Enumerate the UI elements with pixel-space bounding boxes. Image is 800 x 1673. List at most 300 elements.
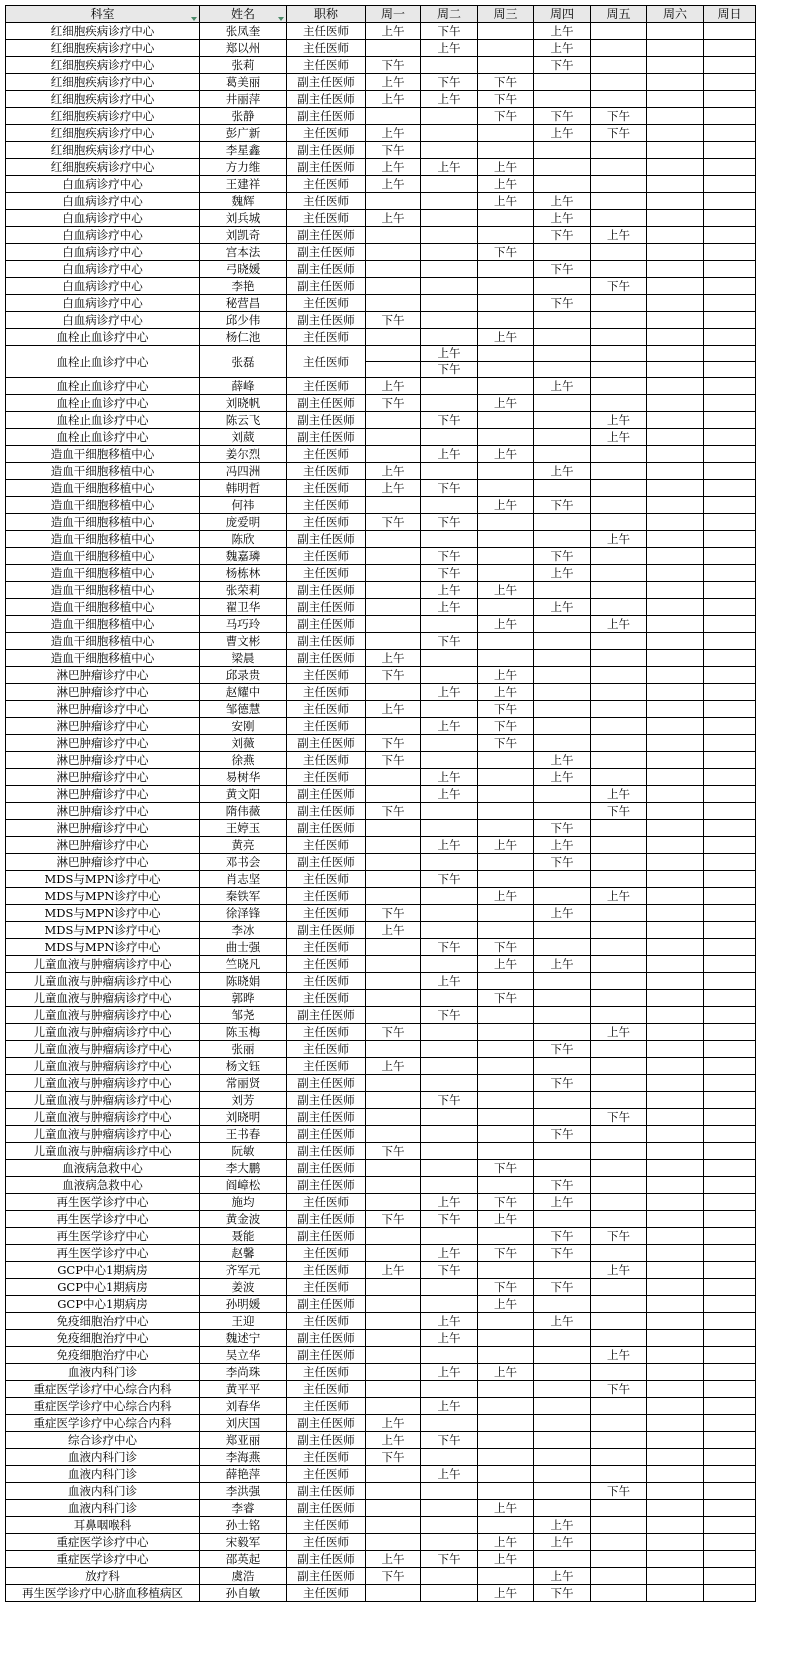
sat-cell[interactable]: [647, 1194, 704, 1211]
fri-cell[interactable]: 上午: [591, 1262, 647, 1279]
sun-cell[interactable]: [704, 1245, 756, 1262]
tue-cell[interactable]: [421, 176, 478, 193]
title-cell[interactable]: 副主任医师: [287, 1126, 366, 1143]
doctor-name-cell[interactable]: 杨栋林: [200, 565, 287, 582]
thu-cell[interactable]: [534, 74, 591, 91]
wed-cell[interactable]: 上午: [478, 1296, 534, 1313]
thu-cell[interactable]: 上午: [534, 565, 591, 582]
mon-cell[interactable]: [366, 888, 421, 905]
fri-cell[interactable]: [591, 91, 647, 108]
department-cell[interactable]: 白血病诊疗中心: [6, 210, 200, 227]
sat-cell[interactable]: [647, 429, 704, 446]
sun-cell[interactable]: [704, 769, 756, 786]
mon-cell[interactable]: [366, 329, 421, 346]
sun-cell[interactable]: [704, 193, 756, 210]
tue-cell[interactable]: 上午: [421, 1194, 478, 1211]
sun-cell[interactable]: [704, 1262, 756, 1279]
wed-cell[interactable]: 上午: [478, 329, 534, 346]
tue-cell[interactable]: [421, 1347, 478, 1364]
title-cell[interactable]: 主任医师: [287, 1041, 366, 1058]
thu-cell[interactable]: 上午: [534, 769, 591, 786]
mon-cell[interactable]: [366, 429, 421, 446]
thu-cell[interactable]: 上午: [534, 463, 591, 480]
department-cell[interactable]: 儿童血液与肿瘤病诊疗中心: [6, 973, 200, 990]
mon-cell[interactable]: [366, 718, 421, 735]
mon-cell[interactable]: [366, 1330, 421, 1347]
tue-cell[interactable]: [421, 1585, 478, 1602]
department-cell[interactable]: 红细胞疾病诊疗中心: [6, 23, 200, 40]
doctor-name-cell[interactable]: 刘薇: [200, 735, 287, 752]
sun-cell[interactable]: [704, 1126, 756, 1143]
wed-cell[interactable]: [478, 1483, 534, 1500]
title-cell[interactable]: 副主任医师: [287, 735, 366, 752]
title-cell[interactable]: 主任医师: [287, 1364, 366, 1381]
mon-cell[interactable]: [366, 1177, 421, 1194]
mon-cell[interactable]: 下午: [366, 667, 421, 684]
tue-cell[interactable]: [421, 261, 478, 278]
mon-cell[interactable]: [366, 362, 421, 378]
wed-cell[interactable]: 下午: [478, 108, 534, 125]
title-cell[interactable]: 主任医师: [287, 888, 366, 905]
sun-cell[interactable]: [704, 1483, 756, 1500]
department-cell[interactable]: 造血干细胞移植中心: [6, 480, 200, 497]
department-cell[interactable]: 重症医学诊疗中心: [6, 1551, 200, 1568]
title-cell[interactable]: 主任医师: [287, 718, 366, 735]
thu-cell[interactable]: [534, 412, 591, 429]
doctor-name-cell[interactable]: 马巧玲: [200, 616, 287, 633]
fri-cell[interactable]: 上午: [591, 429, 647, 446]
mon-cell[interactable]: 上午: [366, 922, 421, 939]
mon-cell[interactable]: [366, 346, 421, 362]
wed-cell[interactable]: 上午: [478, 1585, 534, 1602]
sat-cell[interactable]: [647, 1228, 704, 1245]
doctor-name-cell[interactable]: 张静: [200, 108, 287, 125]
title-cell[interactable]: 副主任医师: [287, 395, 366, 412]
wed-cell[interactable]: [478, 1432, 534, 1449]
wed-cell[interactable]: 下午: [478, 1160, 534, 1177]
title-cell[interactable]: 副主任医师: [287, 91, 366, 108]
wed-cell[interactable]: 上午: [478, 193, 534, 210]
sat-cell[interactable]: [647, 329, 704, 346]
mon-cell[interactable]: [366, 1534, 421, 1551]
doctor-name-cell[interactable]: 邵英起: [200, 1551, 287, 1568]
sat-cell[interactable]: [647, 1126, 704, 1143]
sun-cell[interactable]: [704, 57, 756, 74]
department-cell[interactable]: 儿童血液与肿瘤病诊疗中心: [6, 1007, 200, 1024]
sat-cell[interactable]: [647, 1262, 704, 1279]
title-cell[interactable]: 主任医师: [287, 125, 366, 142]
thu-cell[interactable]: [534, 718, 591, 735]
tue-cell[interactable]: [421, 701, 478, 718]
mon-cell[interactable]: 下午: [366, 514, 421, 531]
sun-cell[interactable]: [704, 650, 756, 667]
thu-cell[interactable]: 下午: [534, 1177, 591, 1194]
tue-cell[interactable]: 上午: [421, 346, 478, 362]
sat-cell[interactable]: [647, 1041, 704, 1058]
thu-cell[interactable]: [534, 91, 591, 108]
department-cell[interactable]: 儿童血液与肿瘤病诊疗中心: [6, 1126, 200, 1143]
fri-cell[interactable]: [591, 1551, 647, 1568]
doctor-name-cell[interactable]: 易树华: [200, 769, 287, 786]
fri-cell[interactable]: [591, 1092, 647, 1109]
mon-cell[interactable]: [366, 1041, 421, 1058]
department-cell[interactable]: 重症医学诊疗中心综合内科: [6, 1398, 200, 1415]
wed-cell[interactable]: [478, 1262, 534, 1279]
title-cell[interactable]: 副主任医师: [287, 1211, 366, 1228]
title-cell[interactable]: 副主任医师: [287, 1228, 366, 1245]
fri-cell[interactable]: [591, 1296, 647, 1313]
tue-cell[interactable]: 上午: [421, 91, 478, 108]
doctor-name-cell[interactable]: 施均: [200, 1194, 287, 1211]
fri-cell[interactable]: 下午: [591, 1228, 647, 1245]
title-cell[interactable]: 主任医师: [287, 176, 366, 193]
title-cell[interactable]: 副主任医师: [287, 227, 366, 244]
title-cell[interactable]: 副主任医师: [287, 633, 366, 650]
wed-cell[interactable]: [478, 1177, 534, 1194]
tue-cell[interactable]: [421, 803, 478, 820]
sun-cell[interactable]: [704, 1449, 756, 1466]
department-cell[interactable]: 血栓止血诊疗中心: [6, 412, 200, 429]
sun-cell[interactable]: [704, 1228, 756, 1245]
wed-cell[interactable]: [478, 429, 534, 446]
tue-cell[interactable]: [421, 210, 478, 227]
title-cell[interactable]: 主任医师: [287, 837, 366, 854]
mon-cell[interactable]: 上午: [366, 210, 421, 227]
fri-cell[interactable]: [591, 446, 647, 463]
wed-cell[interactable]: [478, 871, 534, 888]
title-cell[interactable]: 副主任医师: [287, 429, 366, 446]
tue-cell[interactable]: [421, 1041, 478, 1058]
doctor-name-cell[interactable]: 李睿: [200, 1500, 287, 1517]
title-cell[interactable]: 副主任医师: [287, 1568, 366, 1585]
title-cell[interactable]: 主任医师: [287, 871, 366, 888]
sun-cell[interactable]: [704, 74, 756, 91]
thu-cell[interactable]: [534, 1262, 591, 1279]
mon-cell[interactable]: 下午: [366, 1211, 421, 1228]
title-cell[interactable]: 副主任医师: [287, 650, 366, 667]
wed-cell[interactable]: 上午: [478, 176, 534, 193]
department-cell[interactable]: MDS与MPN诊疗中心: [6, 922, 200, 939]
thu-cell[interactable]: [534, 1466, 591, 1483]
thu-cell[interactable]: [534, 1398, 591, 1415]
sun-cell[interactable]: [704, 1024, 756, 1041]
doctor-name-cell[interactable]: 李星鑫: [200, 142, 287, 159]
doctor-name-cell[interactable]: 刘庆国: [200, 1415, 287, 1432]
wed-cell[interactable]: [478, 1313, 534, 1330]
tue-cell[interactable]: [421, 956, 478, 973]
tue-cell[interactable]: [421, 1143, 478, 1160]
mon-cell[interactable]: [366, 446, 421, 463]
doctor-name-cell[interactable]: 黄平平: [200, 1381, 287, 1398]
department-cell[interactable]: 血液内科门诊: [6, 1449, 200, 1466]
mon-cell[interactable]: [366, 565, 421, 582]
fri-cell[interactable]: 下午: [591, 125, 647, 142]
department-cell[interactable]: MDS与MPN诊疗中心: [6, 905, 200, 922]
department-cell[interactable]: 儿童血液与肿瘤病诊疗中心: [6, 1092, 200, 1109]
tue-cell[interactable]: [421, 278, 478, 295]
sat-cell[interactable]: [647, 362, 704, 378]
sat-cell[interactable]: [647, 463, 704, 480]
tue-cell[interactable]: [421, 990, 478, 1007]
thu-cell[interactable]: 下午: [534, 227, 591, 244]
fri-cell[interactable]: [591, 1313, 647, 1330]
title-cell[interactable]: 副主任医师: [287, 854, 366, 871]
thu-cell[interactable]: [534, 159, 591, 176]
sat-cell[interactable]: [647, 346, 704, 362]
department-cell[interactable]: 红细胞疾病诊疗中心: [6, 57, 200, 74]
department-cell[interactable]: 淋巴肿瘤诊疗中心: [6, 667, 200, 684]
title-cell[interactable]: 副主任医师: [287, 922, 366, 939]
sun-cell[interactable]: [704, 973, 756, 990]
doctor-name-cell[interactable]: 曲士强: [200, 939, 287, 956]
sun-cell[interactable]: [704, 1211, 756, 1228]
thu-cell[interactable]: 上午: [534, 1517, 591, 1534]
doctor-name-cell[interactable]: 刘晓明: [200, 1109, 287, 1126]
mon-cell[interactable]: 上午: [366, 176, 421, 193]
sat-cell[interactable]: [647, 74, 704, 91]
mon-cell[interactable]: 上午: [366, 159, 421, 176]
title-cell[interactable]: 主任医师: [287, 701, 366, 718]
wed-cell[interactable]: [478, 227, 534, 244]
sat-cell[interactable]: [647, 312, 704, 329]
thu-cell[interactable]: [534, 429, 591, 446]
title-cell[interactable]: 主任医师: [287, 939, 366, 956]
wed-cell[interactable]: 上午: [478, 1211, 534, 1228]
sun-cell[interactable]: [704, 1143, 756, 1160]
thu-cell[interactable]: 下午: [534, 820, 591, 837]
department-cell[interactable]: 综合诊疗中心: [6, 1432, 200, 1449]
sun-cell[interactable]: [704, 820, 756, 837]
department-cell[interactable]: 免疫细胞治疗中心: [6, 1330, 200, 1347]
doctor-name-cell[interactable]: 宫本法: [200, 244, 287, 261]
sat-cell[interactable]: [647, 1143, 704, 1160]
sat-cell[interactable]: [647, 922, 704, 939]
sun-cell[interactable]: [704, 125, 756, 142]
sun-cell[interactable]: [704, 312, 756, 329]
sat-cell[interactable]: [647, 91, 704, 108]
thu-cell[interactable]: [534, 346, 591, 362]
thu-cell[interactable]: [534, 514, 591, 531]
wed-cell[interactable]: [478, 1024, 534, 1041]
department-cell[interactable]: MDS与MPN诊疗中心: [6, 871, 200, 888]
thu-cell[interactable]: [534, 1500, 591, 1517]
doctor-name-cell[interactable]: 赵馨: [200, 1245, 287, 1262]
title-cell[interactable]: 主任医师: [287, 210, 366, 227]
title-cell[interactable]: 主任医师: [287, 57, 366, 74]
department-cell[interactable]: GCP中心1期病房: [6, 1279, 200, 1296]
thu-cell[interactable]: [534, 480, 591, 497]
department-cell[interactable]: 血液内科门诊: [6, 1483, 200, 1500]
department-cell[interactable]: 造血干细胞移植中心: [6, 616, 200, 633]
sun-cell[interactable]: [704, 837, 756, 854]
department-cell[interactable]: 白血病诊疗中心: [6, 176, 200, 193]
doctor-name-cell[interactable]: 赵耀中: [200, 684, 287, 701]
title-cell[interactable]: 主任医师: [287, 497, 366, 514]
sat-cell[interactable]: [647, 1398, 704, 1415]
wed-cell[interactable]: [478, 514, 534, 531]
fri-cell[interactable]: [591, 973, 647, 990]
thu-cell[interactable]: 上午: [534, 599, 591, 616]
mon-cell[interactable]: 下午: [366, 1143, 421, 1160]
thu-cell[interactable]: 上午: [534, 1568, 591, 1585]
department-cell[interactable]: 淋巴肿瘤诊疗中心: [6, 769, 200, 786]
sat-cell[interactable]: [647, 1211, 704, 1228]
sat-cell[interactable]: [647, 142, 704, 159]
doctor-name-cell[interactable]: 孙士铭: [200, 1517, 287, 1534]
wed-cell[interactable]: [478, 1041, 534, 1058]
fri-cell[interactable]: 上午: [591, 1024, 647, 1041]
doctor-name-cell[interactable]: 梁晨: [200, 650, 287, 667]
department-cell[interactable]: 重症医学诊疗中心综合内科: [6, 1415, 200, 1432]
wed-cell[interactable]: [478, 599, 534, 616]
fri-cell[interactable]: [591, 905, 647, 922]
mon-cell[interactable]: [366, 786, 421, 803]
tue-cell[interactable]: [421, 193, 478, 210]
mon-cell[interactable]: [366, 1500, 421, 1517]
title-cell[interactable]: 副主任医师: [287, 1092, 366, 1109]
thu-cell[interactable]: 下午: [534, 1245, 591, 1262]
sat-cell[interactable]: [647, 125, 704, 142]
thu-cell[interactable]: 下午: [534, 548, 591, 565]
wed-cell[interactable]: 下午: [478, 939, 534, 956]
tue-cell[interactable]: [421, 531, 478, 548]
fri-cell[interactable]: [591, 244, 647, 261]
sun-cell[interactable]: [704, 1092, 756, 1109]
doctor-name-cell[interactable]: 隋伟薇: [200, 803, 287, 820]
wed-cell[interactable]: [478, 854, 534, 871]
thu-cell[interactable]: [534, 871, 591, 888]
mon-cell[interactable]: [366, 1228, 421, 1245]
fri-cell[interactable]: [591, 1585, 647, 1602]
sun-cell[interactable]: [704, 939, 756, 956]
department-cell[interactable]: 白血病诊疗中心: [6, 278, 200, 295]
doctor-name-cell[interactable]: 邱少伟: [200, 312, 287, 329]
wed-cell[interactable]: 上午: [478, 684, 534, 701]
sun-cell[interactable]: [704, 1568, 756, 1585]
mon-cell[interactable]: 上午: [366, 1551, 421, 1568]
wed-cell[interactable]: 上午: [478, 497, 534, 514]
fri-cell[interactable]: [591, 565, 647, 582]
thu-cell[interactable]: 下午: [534, 854, 591, 871]
mon-cell[interactable]: [366, 1466, 421, 1483]
doctor-name-cell[interactable]: 庞爱明: [200, 514, 287, 531]
sun-cell[interactable]: [704, 1075, 756, 1092]
sun-cell[interactable]: [704, 956, 756, 973]
department-cell[interactable]: 儿童血液与肿瘤病诊疗中心: [6, 1109, 200, 1126]
department-cell[interactable]: 淋巴肿瘤诊疗中心: [6, 820, 200, 837]
title-cell[interactable]: 主任医师: [287, 480, 366, 497]
fri-cell[interactable]: 上午: [591, 1347, 647, 1364]
tue-cell[interactable]: [421, 1177, 478, 1194]
fri-cell[interactable]: [591, 752, 647, 769]
thu-cell[interactable]: 下午: [534, 57, 591, 74]
thu-cell[interactable]: 上午: [534, 1194, 591, 1211]
department-cell[interactable]: 淋巴肿瘤诊疗中心: [6, 735, 200, 752]
mon-cell[interactable]: [366, 871, 421, 888]
thu-cell[interactable]: 上午: [534, 210, 591, 227]
doctor-name-cell[interactable]: 孙自敏: [200, 1585, 287, 1602]
wed-cell[interactable]: 上午: [478, 956, 534, 973]
thu-cell[interactable]: 上午: [534, 905, 591, 922]
wed-cell[interactable]: 下午: [478, 718, 534, 735]
wed-cell[interactable]: [478, 1398, 534, 1415]
mon-cell[interactable]: [366, 193, 421, 210]
wed-cell[interactable]: 下午: [478, 74, 534, 91]
thu-cell[interactable]: 下午: [534, 295, 591, 312]
department-cell[interactable]: 淋巴肿瘤诊疗中心: [6, 701, 200, 718]
sun-cell[interactable]: [704, 684, 756, 701]
thu-cell[interactable]: [534, 650, 591, 667]
thu-cell[interactable]: 上午: [534, 956, 591, 973]
sat-cell[interactable]: [647, 1500, 704, 1517]
tue-cell[interactable]: 上午: [421, 1364, 478, 1381]
department-cell[interactable]: 造血干细胞移植中心: [6, 531, 200, 548]
sun-cell[interactable]: [704, 1296, 756, 1313]
sat-cell[interactable]: [647, 1466, 704, 1483]
mon-cell[interactable]: [366, 1381, 421, 1398]
mon-cell[interactable]: [366, 616, 421, 633]
department-cell[interactable]: 放疗科: [6, 1568, 200, 1585]
tue-cell[interactable]: 上午: [421, 786, 478, 803]
tue-cell[interactable]: [421, 1517, 478, 1534]
doctor-name-cell[interactable]: 张磊: [200, 346, 287, 378]
fri-cell[interactable]: [591, 1330, 647, 1347]
mon-cell[interactable]: [366, 1075, 421, 1092]
thu-cell[interactable]: [534, 1381, 591, 1398]
department-cell[interactable]: 淋巴肿瘤诊疗中心: [6, 718, 200, 735]
fri-cell[interactable]: [591, 497, 647, 514]
title-cell[interactable]: 副主任医师: [287, 142, 366, 159]
tue-cell[interactable]: 上午: [421, 718, 478, 735]
sun-cell[interactable]: [704, 227, 756, 244]
fri-cell[interactable]: 上午: [591, 888, 647, 905]
fri-cell[interactable]: 上午: [591, 531, 647, 548]
department-cell[interactable]: 血栓止血诊疗中心: [6, 429, 200, 446]
tue-cell[interactable]: [421, 1500, 478, 1517]
sun-cell[interactable]: [704, 176, 756, 193]
wed-cell[interactable]: 上午: [478, 582, 534, 599]
wed-cell[interactable]: [478, 463, 534, 480]
doctor-name-cell[interactable]: 韩明哲: [200, 480, 287, 497]
mon-cell[interactable]: 上午: [366, 378, 421, 395]
mon-cell[interactable]: 上午: [366, 74, 421, 91]
thu-cell[interactable]: [534, 667, 591, 684]
fri-cell[interactable]: [591, 362, 647, 378]
title-cell[interactable]: 主任医师: [287, 1534, 366, 1551]
fri-cell[interactable]: [591, 378, 647, 395]
department-cell[interactable]: 血液病急救中心: [6, 1177, 200, 1194]
title-cell[interactable]: 副主任医师: [287, 278, 366, 295]
thu-cell[interactable]: [534, 888, 591, 905]
sat-cell[interactable]: [647, 871, 704, 888]
title-cell[interactable]: 副主任医师: [287, 1483, 366, 1500]
doctor-name-cell[interactable]: 安刚: [200, 718, 287, 735]
fri-cell[interactable]: [591, 159, 647, 176]
doctor-name-cell[interactable]: 魏辉: [200, 193, 287, 210]
mon-cell[interactable]: [366, 1194, 421, 1211]
title-cell[interactable]: 副主任医师: [287, 531, 366, 548]
thu-cell[interactable]: [534, 582, 591, 599]
doctor-name-cell[interactable]: 刘春华: [200, 1398, 287, 1415]
sat-cell[interactable]: [647, 23, 704, 40]
sun-cell[interactable]: [704, 735, 756, 752]
title-cell[interactable]: 副主任医师: [287, 412, 366, 429]
fri-cell[interactable]: 上午: [591, 616, 647, 633]
tue-cell[interactable]: 上午: [421, 1466, 478, 1483]
thu-cell[interactable]: [534, 939, 591, 956]
mon-cell[interactable]: [366, 1092, 421, 1109]
tue-cell[interactable]: [421, 1296, 478, 1313]
